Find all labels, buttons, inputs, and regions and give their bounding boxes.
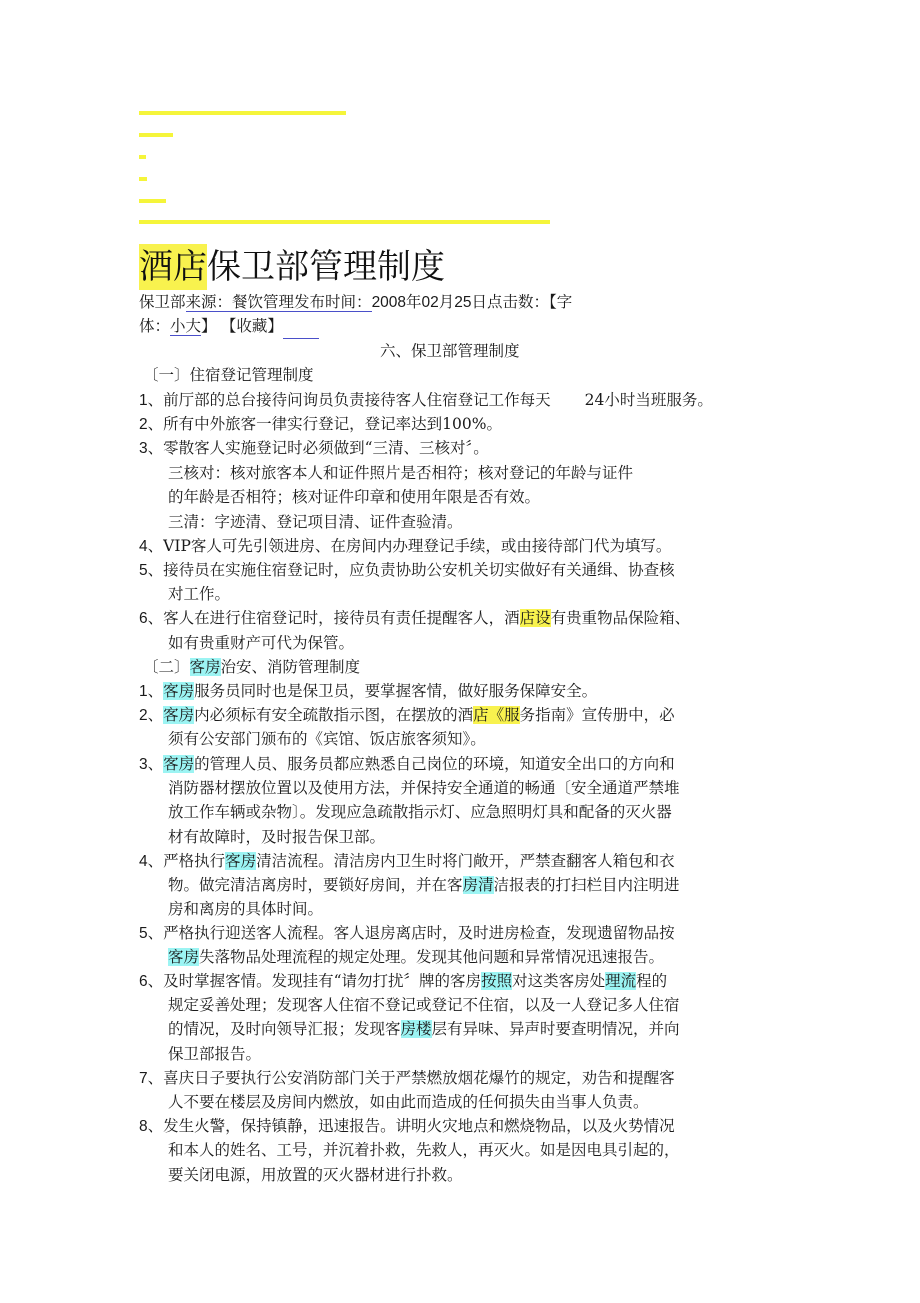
p2-item-5-cont: [168, 946, 664, 968]
item-number: 4、: [139, 853, 164, 870]
text-highlight: 店设: [519, 609, 551, 627]
favorite-underline: [283, 316, 319, 339]
p1-item-6: [139, 607, 690, 630]
p1-item-6-cont: 如有贵重财产可代为保管。: [168, 634, 355, 652]
text-highlight: 客房: [163, 755, 195, 773]
item-number: 7、: [139, 1070, 164, 1087]
publish-time-label: 发布时间：: [294, 294, 372, 311]
font-size-label: 体：: [139, 318, 171, 335]
item-text-end: 有贵重物品保险箱、: [550, 609, 691, 627]
font-size-open: 【字: [549, 294, 573, 311]
publish-date: 2008年02月25日: [371, 294, 488, 311]
item-number: 1、: [139, 392, 164, 409]
p1-item-2: [139, 413, 502, 436]
item-text: 的情况，及时向领导汇报；发现客: [168, 1020, 401, 1038]
item-text-end: 清洁流程。清洁房内卫生时将门敞开，严禁查翻客人箱包和衣: [256, 852, 675, 870]
meta-line-1: [139, 292, 572, 314]
p2-item-6-cont-1: 规定妥善处理；发现客人住宿不登记或登记不住宿，以及一人登记多人住宿: [168, 996, 680, 1014]
item-text: 物。做完清洁离房时，要锁好房间，并在客: [168, 876, 463, 894]
text-highlight: 客房: [168, 948, 200, 966]
item-number: 5、: [139, 925, 164, 942]
item-text-end: 务指南》宣传册中，必: [519, 706, 675, 724]
part1-heading: 〔一〕住宿登记管理制度: [143, 366, 314, 384]
item-number: 6、: [139, 610, 164, 627]
highlight-bar-1: [139, 111, 346, 115]
part2-heading: [143, 656, 360, 678]
p2-item-6-cont-3: 保卫部报告。: [168, 1045, 262, 1063]
p1-sub-1: 三核对：核对旅客本人和证件照片是否相符；核对登记的年龄与证件: [168, 464, 634, 482]
text-highlight: 按照: [481, 972, 513, 990]
p2-item-3-cont-2: 放工作车辆或杂物〕。发现应急疏散指示灯、应急照明灯具和配备的灭火器: [168, 803, 672, 821]
item-text: 及时掌握客情。发现挂有“请勿打扰〞牌的客房: [163, 972, 482, 990]
highlight-bar-4: [139, 177, 147, 181]
p1-sub-2: 的年龄是否相符；核对证件印章和使用年限是否有效。: [168, 488, 541, 506]
heading-prefix: 〔二〕: [143, 658, 190, 676]
click-count-label: 点击数：: [487, 294, 550, 311]
item-text: 喜庆日子要执行公安消防部门关于严禁燃放烟花爆竹的规定，劝告和提醒客: [163, 1069, 675, 1087]
section-title: 六、保卫部管理制度: [380, 342, 520, 360]
item-number: 4、: [139, 538, 164, 555]
p2-item-7-cont: 人不要在楼层及房间内燃放，如由此而造成的任何损失由当事人负责。: [168, 1093, 649, 1111]
source-label: 来源：: [185, 294, 233, 311]
font-small-link[interactable]: 小: [170, 318, 186, 335]
item-number: 6、: [139, 973, 164, 990]
item-text: 客人在进行住宿登记时，接待员有责任提醒客人，酒: [163, 609, 520, 627]
item-number: 2、: [139, 416, 164, 433]
p2-item-3-cont-3: 材有故障时，及时报告保卫部。: [168, 828, 386, 846]
highlight-bar-3: [139, 155, 146, 159]
highlight-bar-5: [139, 199, 166, 203]
item-text: 前厅部的总台接待问询员负责接待客人住宿登记工作每天: [163, 391, 551, 409]
item-text: VIP客人可先引领进房、在房间内办理登记手续，或由接待部门代为填写。: [163, 537, 672, 555]
text-highlight: 房楼: [400, 1020, 432, 1038]
p1-item-3: [139, 437, 489, 460]
text-highlight-2: 理流: [605, 972, 637, 990]
highlight-bar-6: [139, 220, 550, 224]
text-highlight: 客房: [163, 682, 195, 700]
item-text-mid: 对这类客房处: [512, 972, 606, 990]
p2-item-4-cont-2: 房和离房的具体时间。: [168, 900, 324, 918]
item-text: 严格执行: [163, 852, 226, 870]
item-text: 严格执行迎送客人流程。客人退房离店时，及时进房检查，发现遗留物品按: [163, 924, 675, 942]
p2-item-8: [139, 1115, 675, 1138]
p1-item-1: [139, 389, 713, 412]
highlight-bar-2: [139, 133, 173, 137]
item-text: 内必须标有安全疏散指示图，在摆放的酒: [194, 706, 474, 724]
item-number: 2、: [139, 707, 164, 724]
item-text-end: 层有异味、异声时要查明情况，并向: [431, 1020, 680, 1038]
heading-text: 治安、消防管理制度: [220, 658, 361, 676]
p2-item-3-cont-1: 消防器材摆放位置以及使用方法，并保持安全通道的畅通〔安全通道严禁堆: [168, 779, 680, 797]
item-text: 所有中外旅客一律实行登记，登记率达到100%。: [163, 415, 502, 433]
item-number: 3、: [139, 440, 164, 457]
text-highlight: 客房: [189, 658, 221, 676]
p1-item-4: [139, 535, 671, 558]
item-text: 服务员同时也是保卫员，要掌握客情，做好服务保障安全。: [194, 682, 598, 700]
p2-item-3: [139, 753, 675, 776]
item-number: 5、: [139, 562, 164, 579]
font-size-close: 】: [201, 318, 217, 335]
item-number: 8、: [139, 1118, 164, 1135]
page-title: [139, 244, 445, 290]
text-highlight-yellow: 店《服: [473, 706, 520, 724]
title-highlight: 酒店: [139, 244, 207, 290]
p2-item-2: [139, 704, 675, 727]
item-text: 接待员在实施住宿登记时，应负责协助公安机关切实做好有关通缉、协查核: [163, 561, 675, 579]
text-highlight: 客房: [225, 852, 257, 870]
item-text: 发生火警，保持镇静，迅速报告。讲明火灾地点和燃烧物品，以及火势情况: [163, 1117, 675, 1135]
meta-line-2: [139, 316, 319, 339]
p2-item-8-cont-2: 要关闭电源，用放置的灭火器材进行扑救。: [168, 1166, 463, 1184]
item-text: 失落物品处理流程的规定处理。发现其他问题和异常情况迅速报告。: [199, 948, 665, 966]
p2-item-2-cont: 须有公安部门颁布的《宾馆、饭店旅客须知》。: [168, 730, 486, 748]
text-highlight: 客房: [163, 706, 195, 724]
p2-item-8-cont-1: 和本人的姓名、工号，并沉着扑救，先救人，再灭火。如是因电具引起的，: [168, 1141, 680, 1159]
p2-item-7: [139, 1067, 675, 1090]
p2-item-6-cont-2: [168, 1018, 680, 1040]
title-text: 保卫部管理制度: [207, 247, 445, 287]
font-large-link[interactable]: 大: [185, 318, 202, 335]
text-highlight: 房清: [462, 876, 494, 894]
item-text: 零散客人实施登记时必须做到“三清、三核对〞。: [163, 439, 489, 457]
p2-item-6: [139, 970, 667, 993]
item-number: 1、: [139, 683, 164, 700]
p2-item-4-cont-1: [168, 874, 680, 896]
item-text-end: 程的: [636, 972, 668, 990]
favorite-link[interactable]: 【收藏】: [220, 318, 283, 335]
item-number: 3、: [139, 756, 164, 773]
p1-sub-3: 三清：字迹清、登记项目清、证件查验清。: [168, 513, 463, 531]
p1-item-5: [139, 559, 675, 582]
dept-label: 保卫部: [139, 294, 186, 311]
item-text-end: 24小时当班服务。: [584, 391, 713, 409]
source-link[interactable]: 餐饮管理: [232, 294, 295, 311]
p1-item-5-cont: 对工作。: [168, 585, 231, 603]
item-text-end: 洁报表的打扫栏目内注明进: [493, 876, 680, 894]
p2-item-1: [139, 680, 597, 703]
p2-item-5: [139, 922, 675, 945]
item-text: 的管理人员、服务员都应熟悉自己岗位的环境，知道安全出口的方向和: [194, 755, 675, 773]
p2-item-4: [139, 850, 675, 873]
